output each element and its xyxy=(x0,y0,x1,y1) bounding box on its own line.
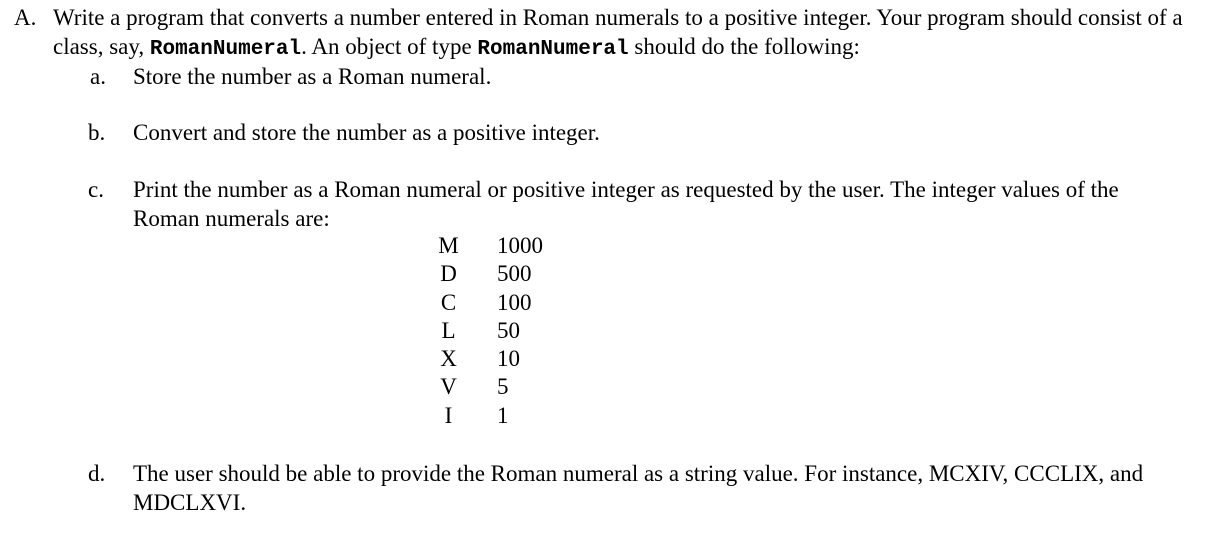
problem-statement xyxy=(14,3,1204,64)
problem-text xyxy=(53,3,1204,64)
list-item-marker: d. xyxy=(88,461,106,486)
list-item-b xyxy=(88,118,1188,147)
list-item-marker: c. xyxy=(88,177,104,202)
roman-symbol: X xyxy=(440,346,457,372)
list-item-text: Convert and store the number as a positive integer. xyxy=(133,120,600,145)
integer-value: 1 xyxy=(497,402,509,428)
list-item-marker: a. xyxy=(90,64,106,89)
problem-marker: A. xyxy=(14,5,37,30)
list-item-c xyxy=(88,175,1188,233)
list-item-marker: b. xyxy=(88,120,106,145)
list-item-text: Store the number as a Roman numeral. xyxy=(133,64,492,89)
table-row xyxy=(400,345,543,373)
list-item-text: The user should be able to provide the Roman numeral as a string value. For instance, MCXIV, CCCLIX, and MDCLXVI. xyxy=(133,461,1144,515)
roman-symbol: L xyxy=(441,317,456,343)
list-item-a xyxy=(88,62,1188,91)
problem-text-part-3: should do the following: xyxy=(628,34,860,59)
class-name-code: RomanNumeral xyxy=(477,38,629,61)
problem-text-part-1: Write a program that converts a number entered in Roman numerals to a positive integer. Your program should consist of a class, say, xyxy=(53,5,1183,59)
roman-symbol: V xyxy=(440,374,457,400)
table-row xyxy=(400,260,543,288)
list-item-d xyxy=(88,459,1188,517)
integer-value: 100 xyxy=(497,289,532,315)
class-name-code: RomanNumeral xyxy=(149,38,302,61)
integer-value: 1000 xyxy=(497,233,543,258)
integer-value: 500 xyxy=(497,261,532,287)
roman-symbol: C xyxy=(440,289,457,315)
roman-symbol: M xyxy=(438,233,459,258)
roman-numeral-table xyxy=(400,232,543,430)
list-item-text: Print the number as a Roman numeral or positive integer as requested by the user. The integer values of the Roman numerals are: xyxy=(133,177,1119,231)
table-row xyxy=(400,373,543,401)
table-row xyxy=(400,232,543,260)
problem-text-part-2: . An object of type xyxy=(301,34,478,59)
table-row xyxy=(400,317,543,345)
table-row xyxy=(400,402,543,430)
table-row xyxy=(400,289,543,317)
roman-symbol: D xyxy=(440,261,457,287)
integer-value: 5 xyxy=(497,374,509,400)
integer-value: 10 xyxy=(497,346,520,372)
integer-value: 50 xyxy=(497,317,520,343)
roman-symbol: I xyxy=(444,402,453,428)
